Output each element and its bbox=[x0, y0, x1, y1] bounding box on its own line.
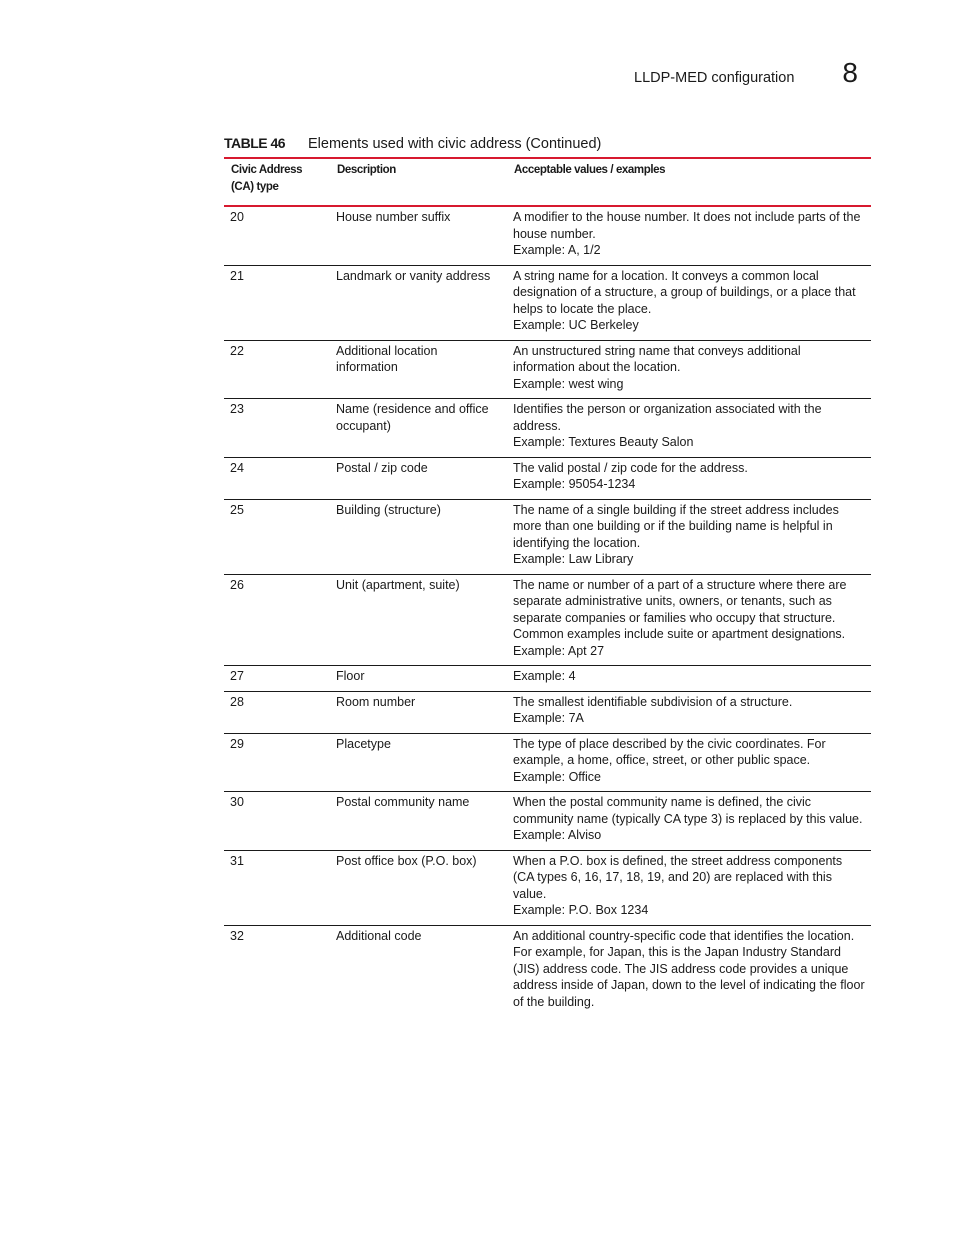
acceptable-values-cell bbox=[507, 850, 871, 925]
table-row bbox=[224, 265, 871, 340]
description-cell: House number suffix bbox=[336, 210, 451, 224]
ca-type-cell: 28 bbox=[230, 694, 244, 709]
acceptable-values-cell bbox=[507, 499, 871, 574]
value-example: Example: Office bbox=[513, 769, 602, 784]
column-header-ca-type: Civic Address (CA) type bbox=[231, 164, 303, 193]
acceptable-values-cell bbox=[507, 457, 871, 499]
value-example: Example: west wing bbox=[513, 376, 624, 391]
description-cell: Post office box (P.O. box) bbox=[336, 853, 477, 868]
ca-type-cell: 23 bbox=[230, 402, 244, 416]
table-row bbox=[224, 206, 871, 265]
chapter-number: 8 bbox=[842, 57, 858, 88]
ca-type-cell: 30 bbox=[230, 795, 244, 809]
value-description: The name of a single building if the street address includes more than one building or if the building name is helpful in identifying the location. bbox=[513, 502, 839, 550]
table-row bbox=[224, 691, 871, 733]
table-row bbox=[224, 499, 871, 574]
ca-type-cell: 27 bbox=[230, 669, 244, 683]
column-header-description: Description bbox=[337, 164, 396, 176]
table-header-row bbox=[224, 158, 871, 206]
value-example: Example: Textures Beauty Salon bbox=[513, 435, 694, 449]
ca-type-cell: 25 bbox=[230, 502, 244, 517]
value-description: An unstructured string name that conveys additional information about the location. bbox=[513, 343, 801, 374]
table-body bbox=[224, 206, 871, 1016]
description-cell: Landmark or vanity address bbox=[336, 268, 491, 283]
acceptable-values-cell bbox=[507, 733, 871, 792]
table-row bbox=[224, 574, 871, 666]
value-example: Example: 7A bbox=[513, 711, 584, 725]
ca-type-cell: 26 bbox=[230, 577, 244, 592]
description-cell: Name (residence and office occupant) bbox=[336, 402, 489, 433]
ca-type-cell: 22 bbox=[230, 343, 244, 358]
value-example: Example: P.O. Box 1234 bbox=[513, 903, 649, 917]
table-caption-title: Elements used with civic address (Continued) bbox=[308, 136, 602, 152]
value-description: The smallest identifiable subdivision of a structure. bbox=[513, 694, 793, 709]
description-cell: Additional code bbox=[336, 928, 422, 943]
value-description: The type of place described by the civic coordinates. For example, a home, office, street, or other public space. bbox=[513, 736, 826, 767]
value-example: Example: Law Library bbox=[513, 552, 634, 566]
description-cell: Floor bbox=[336, 669, 365, 683]
description-cell: Postal / zip code bbox=[336, 460, 428, 475]
table-row bbox=[224, 666, 871, 692]
acceptable-values-cell bbox=[507, 399, 871, 458]
value-example: Example: 4 bbox=[513, 669, 576, 683]
ca-type-cell: 29 bbox=[230, 736, 244, 751]
value-example: Example: UC Berkeley bbox=[513, 318, 639, 332]
running-header bbox=[634, 57, 858, 89]
description-cell: Building (structure) bbox=[336, 502, 441, 517]
acceptable-values-cell bbox=[507, 691, 871, 733]
running-title: LLDP-MED configuration bbox=[634, 70, 795, 86]
description-cell: Placetype bbox=[336, 736, 391, 751]
description-cell: Additional location information bbox=[336, 343, 438, 374]
table-row bbox=[224, 733, 871, 792]
acceptable-values-cell bbox=[507, 792, 871, 851]
civic-address-table-container bbox=[224, 157, 871, 1016]
value-description: The valid postal / zip code for the address. bbox=[513, 460, 748, 475]
value-description: An additional country-specific code that identifies the location. For example, for Japan, this is the Japan Industry Standard (JIS) address code. The JIS address code provides a unique address inside of Japan, down to the level of indicating the floor of the building. bbox=[513, 928, 865, 1009]
value-description: A string name for a location. It conveys a common local designation of a structure, a group of buildings, or a place that helps to locate the place. bbox=[513, 268, 856, 316]
ca-type-cell: 31 bbox=[230, 853, 244, 868]
acceptable-values-cell bbox=[507, 574, 871, 666]
table-caption-label: TABLE 46 bbox=[224, 135, 286, 151]
description-cell: Room number bbox=[336, 694, 416, 709]
ca-type-cell: 20 bbox=[230, 210, 244, 224]
value-description: The name or number of a part of a structure where there are separate administrative units, owners, or tenants, such as separate companies or families who occupy that structure. Common examples include suite or apartment designations. bbox=[513, 577, 847, 641]
ca-type-cell: 32 bbox=[230, 928, 244, 943]
table-row bbox=[224, 457, 871, 499]
description-cell: Unit (apartment, suite) bbox=[336, 577, 460, 592]
table-row bbox=[224, 925, 871, 1016]
table-row bbox=[224, 399, 871, 458]
acceptable-values-cell bbox=[507, 206, 871, 265]
column-header-acceptable-values: Acceptable values / examples bbox=[514, 164, 666, 176]
table-row bbox=[224, 340, 871, 399]
table-caption bbox=[224, 135, 601, 152]
value-description: When a P.O. box is defined, the street address components (CA types 6, 16, 17, 18, 19, and 20) are replaced with this value. bbox=[513, 853, 843, 901]
description-cell: Postal community name bbox=[336, 795, 470, 809]
value-example: Example: 95054-1234 bbox=[513, 477, 636, 491]
acceptable-values-cell bbox=[507, 925, 871, 1016]
value-example: Example: Alviso bbox=[513, 828, 602, 842]
value-description: When the postal community name is defined, the civic community name (typically CA type 3) is replaced by this value. bbox=[513, 795, 863, 826]
ca-type-cell: 24 bbox=[230, 460, 244, 475]
value-example: Example: A, 1/2 bbox=[513, 243, 601, 257]
acceptable-values-cell bbox=[507, 340, 871, 399]
table-row bbox=[224, 850, 871, 925]
civic-address-table bbox=[224, 157, 871, 1016]
value-description: Identifies the person or organization associated with the address. bbox=[513, 402, 822, 433]
value-example: Example: Apt 27 bbox=[513, 643, 605, 658]
table-row bbox=[224, 792, 871, 851]
acceptable-values-cell bbox=[507, 265, 871, 340]
ca-type-cell: 21 bbox=[230, 268, 244, 283]
acceptable-values-cell bbox=[507, 666, 871, 692]
value-description: A modifier to the house number. It does not include parts of the house number. bbox=[513, 210, 861, 241]
